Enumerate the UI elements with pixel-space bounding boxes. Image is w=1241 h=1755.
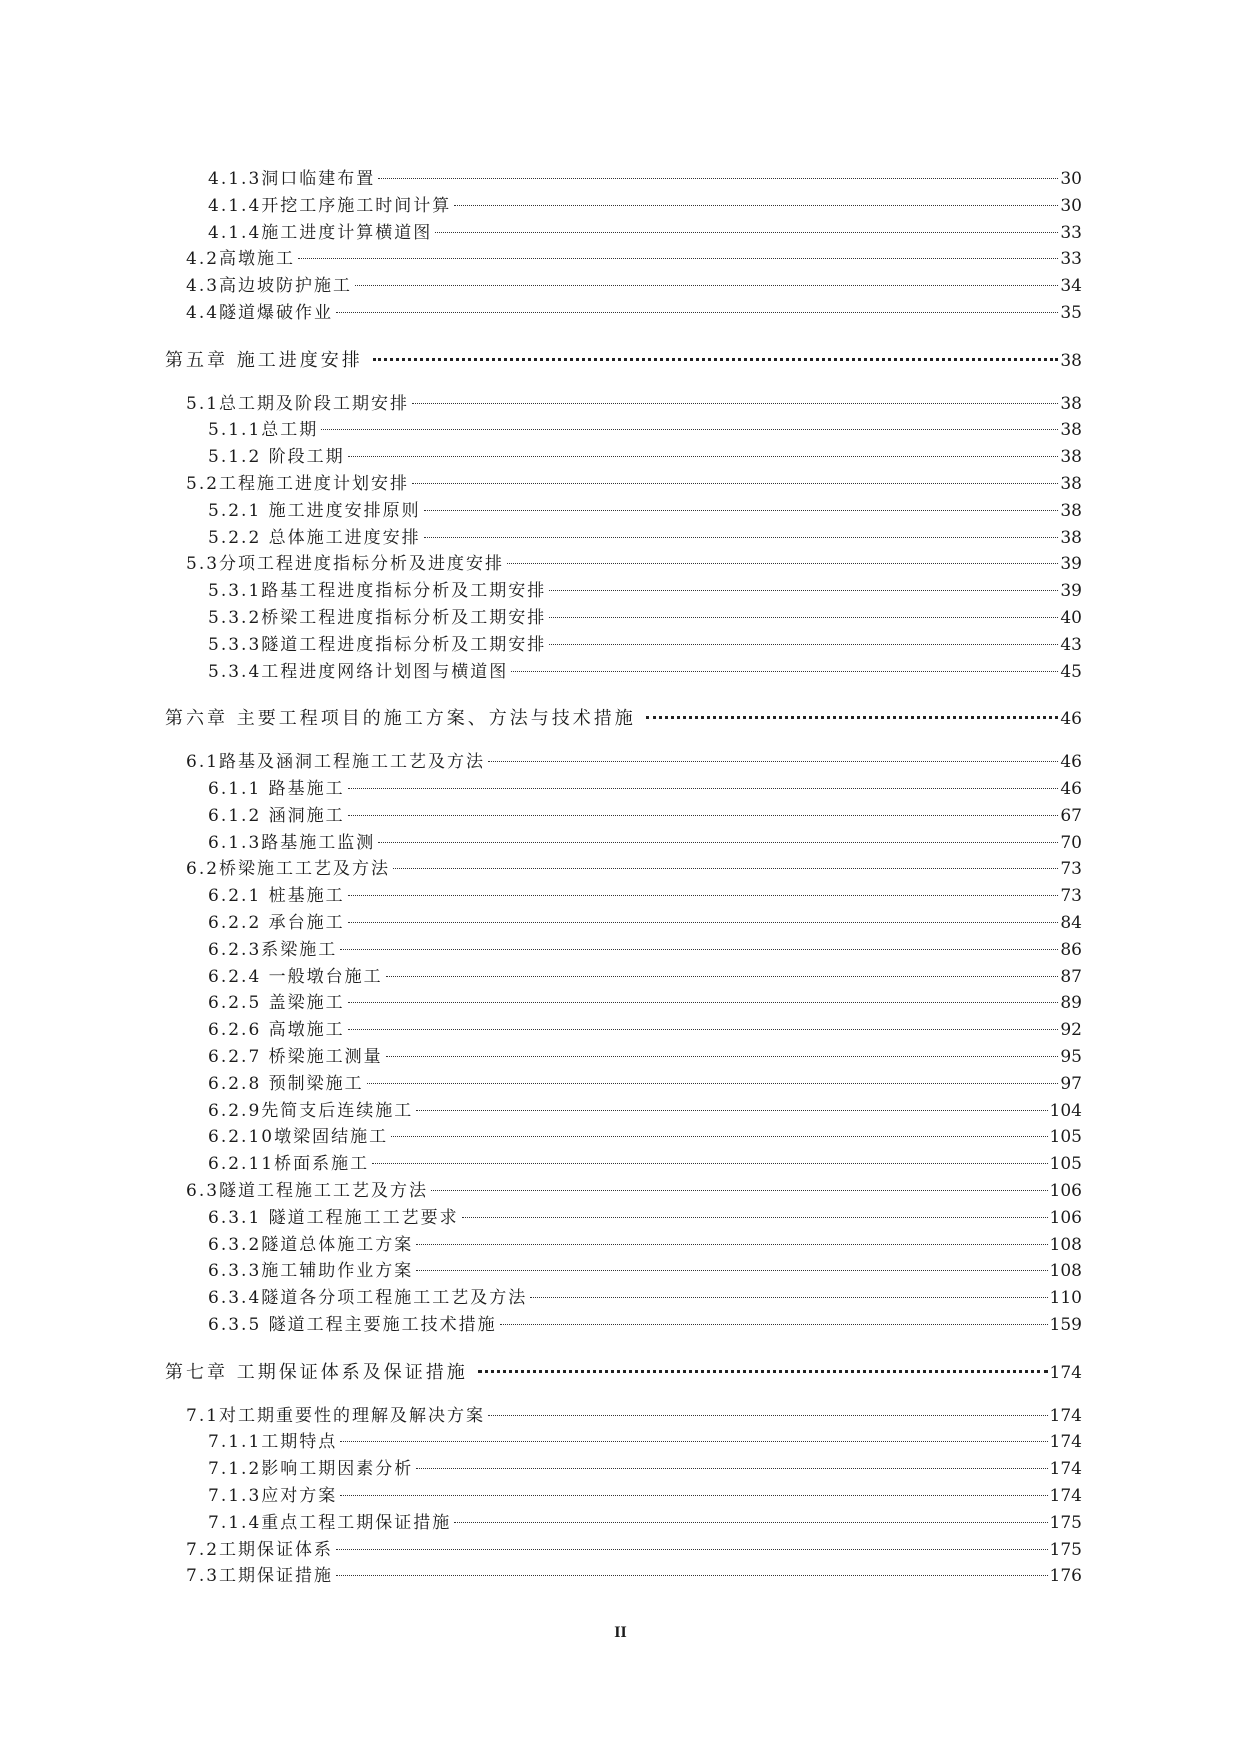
toc-entry[interactable] xyxy=(186,392,1082,416)
dot-leader xyxy=(348,922,1059,923)
dot-leader xyxy=(416,1468,1047,1469)
toc-entry-label: 6.3.4隧道各分项工程施工工艺及方法 xyxy=(208,1288,528,1308)
toc-entry-label: 5.2.2 总体施工进度安排 xyxy=(208,528,421,548)
page-number: II xyxy=(614,1624,627,1641)
toc-entry[interactable] xyxy=(186,1179,1082,1203)
toc-entry-page-number: 33 xyxy=(1060,249,1082,269)
toc-entry[interactable] xyxy=(208,633,1082,657)
toc-entry[interactable] xyxy=(208,884,1082,908)
toc-entry-page-number: 174 xyxy=(1049,1406,1082,1426)
toc-entry-label: 4.1.3洞口临建布置 xyxy=(208,169,376,189)
toc-entry-label: 7.1.1工期特点 xyxy=(208,1432,338,1452)
dot-leader xyxy=(372,1163,1047,1164)
toc-entry-label: 6.3.3施工辅助作业方案 xyxy=(208,1261,414,1281)
toc-entry[interactable] xyxy=(208,1286,1082,1310)
toc-entry-page-number: 67 xyxy=(1060,806,1082,826)
toc-entry-label: 4.1.4施工进度计算横道图 xyxy=(208,223,433,243)
toc-entry-label: 6.2桥梁施工工艺及方法 xyxy=(186,859,391,879)
toc-entry-page-number: 105 xyxy=(1049,1154,1082,1174)
toc-entry-label: 6.2.9先简支后连续施工 xyxy=(208,1101,414,1121)
toc-entry[interactable] xyxy=(208,1125,1082,1149)
toc-entry[interactable] xyxy=(208,221,1082,245)
toc-entry-page-number: 106 xyxy=(1049,1208,1082,1228)
toc-entry-label: 7.3工期保证措施 xyxy=(186,1566,334,1586)
toc-entry[interactable] xyxy=(186,472,1082,496)
toc-entry-page-number: 175 xyxy=(1049,1540,1082,1560)
toc-entry-page-number: 174 xyxy=(1049,1363,1082,1383)
toc-entry[interactable] xyxy=(186,1404,1082,1428)
toc-entry-page-number: 70 xyxy=(1060,833,1082,853)
dot-leader xyxy=(435,232,1058,233)
toc-entry[interactable] xyxy=(208,1233,1082,1257)
toc-entry-label: 4.4隧道爆破作业 xyxy=(186,303,334,323)
toc-entry[interactable] xyxy=(208,1430,1082,1454)
toc-entry[interactable] xyxy=(208,1206,1082,1230)
toc-entry[interactable] xyxy=(208,1484,1082,1508)
dot-leader xyxy=(348,1002,1059,1003)
toc-entry-page-number: 35 xyxy=(1060,303,1082,323)
toc-entry-label: 5.3.4工程进度网络计划图与横道图 xyxy=(208,662,509,682)
toc-entry[interactable] xyxy=(208,660,1082,684)
toc-entry[interactable] xyxy=(208,1072,1082,1096)
toc-entry-page-number: 34 xyxy=(1060,276,1082,296)
toc-entry[interactable] xyxy=(208,579,1082,603)
dot-leader xyxy=(348,788,1059,789)
toc-entry-page-number: 73 xyxy=(1060,859,1082,879)
toc-entry-page-number: 108 xyxy=(1049,1235,1082,1255)
dot-leader xyxy=(416,1110,1047,1111)
toc-entry[interactable] xyxy=(186,301,1082,325)
toc-entry[interactable] xyxy=(208,445,1082,469)
toc-entry-page-number: 174 xyxy=(1049,1486,1082,1506)
toc-entry-label: 7.1.2影响工期因素分析 xyxy=(208,1459,414,1479)
toc-entry[interactable] xyxy=(208,526,1082,550)
toc-entry-page-number: 38 xyxy=(1060,528,1082,548)
toc-entry-page-number: 87 xyxy=(1060,967,1082,987)
toc-entry[interactable] xyxy=(208,1313,1082,1337)
dot-leader xyxy=(424,537,1059,538)
toc-entry-label: 6.3.1 隧道工程施工工艺要求 xyxy=(208,1208,459,1228)
toc-entry[interactable] xyxy=(208,167,1082,191)
toc-entry-page-number: 45 xyxy=(1060,662,1082,682)
dot-leader xyxy=(373,358,1059,361)
toc-entry-page-number: 97 xyxy=(1060,1074,1082,1094)
toc-entry-label: 5.1总工期及阶段工期安排 xyxy=(186,394,410,414)
toc-entry-label: 7.2工期保证体系 xyxy=(186,1540,334,1560)
toc-entry-label: 6.1.2 涵洞施工 xyxy=(208,806,345,826)
dot-leader xyxy=(378,178,1058,179)
toc-entry-label: 6.2.5 盖梁施工 xyxy=(208,993,345,1013)
dot-leader xyxy=(393,868,1058,869)
toc-entry[interactable] xyxy=(186,750,1082,774)
dot-leader xyxy=(348,456,1059,457)
dot-leader xyxy=(549,644,1058,645)
dot-leader xyxy=(378,842,1058,843)
dot-leader xyxy=(348,1029,1059,1030)
toc-entry-label: 7.1.4重点工程工期保证措施 xyxy=(208,1513,452,1533)
dot-leader xyxy=(549,590,1058,591)
toc-entry[interactable] xyxy=(208,194,1082,218)
toc-chapter-entry[interactable] xyxy=(165,1361,1082,1385)
toc-entry-label: 5.3分项工程进度指标分析及进度安排 xyxy=(186,554,505,574)
toc-entry[interactable] xyxy=(208,1152,1082,1176)
dot-leader xyxy=(511,671,1058,672)
toc-entry[interactable] xyxy=(186,247,1082,271)
toc-entry-page-number: 38 xyxy=(1060,420,1082,440)
toc-chapter-entry[interactable] xyxy=(165,707,1082,731)
toc-entry-label: 6.2.2 承台施工 xyxy=(208,913,345,933)
dot-leader xyxy=(646,716,1059,719)
toc-entry-label: 6.2.6 高墩施工 xyxy=(208,1020,345,1040)
toc-entry-page-number: 46 xyxy=(1060,709,1082,729)
toc-entry-page-number: 30 xyxy=(1060,169,1082,189)
toc-entry-page-number: 84 xyxy=(1060,913,1082,933)
dot-leader xyxy=(416,1244,1047,1245)
dot-leader xyxy=(488,761,1058,762)
dot-leader xyxy=(488,1415,1048,1416)
toc-entry-page-number: 38 xyxy=(1060,394,1082,414)
toc-entry[interactable] xyxy=(186,1564,1082,1588)
toc-entry[interactable] xyxy=(208,606,1082,630)
toc-entry-label: 6.1.1 路基施工 xyxy=(208,779,345,799)
toc-entry-label: 第六章 主要工程项目的施工方案、方法与技术措施 xyxy=(165,708,636,729)
toc-entry-page-number: 33 xyxy=(1060,223,1082,243)
toc-entry[interactable] xyxy=(208,804,1082,828)
dot-leader xyxy=(321,429,1058,430)
toc-entry-page-number: 108 xyxy=(1049,1261,1082,1281)
toc-entry-page-number: 40 xyxy=(1060,608,1082,628)
toc-entry-label: 4.1.4开挖工序施工时间计算 xyxy=(208,196,452,216)
dot-leader xyxy=(348,815,1059,816)
toc-entry-label: 7.1.3应对方案 xyxy=(208,1486,338,1506)
toc-entry-label: 5.3.3隧道工程进度指标分析及工期安排 xyxy=(208,635,547,655)
dot-leader xyxy=(340,949,1058,950)
toc-entry-page-number: 104 xyxy=(1049,1101,1082,1121)
toc-entry-page-number: 43 xyxy=(1060,635,1082,655)
toc-entry-page-number: 110 xyxy=(1049,1288,1082,1308)
toc-entry-label: 5.3.1路基工程进度指标分析及工期安排 xyxy=(208,581,547,601)
toc-entry-page-number: 38 xyxy=(1060,501,1082,521)
dot-leader xyxy=(424,510,1059,511)
toc-entry-page-number: 89 xyxy=(1060,993,1082,1013)
toc-entry-label: 第五章 施工进度安排 xyxy=(165,350,363,371)
dot-leader xyxy=(462,1217,1048,1218)
toc-entry-label: 6.2.7 桥梁施工测量 xyxy=(208,1047,383,1067)
dot-leader xyxy=(340,1441,1047,1442)
toc-entry[interactable] xyxy=(208,965,1082,989)
toc-entry-page-number: 46 xyxy=(1060,752,1082,772)
toc-entry[interactable] xyxy=(208,991,1082,1015)
toc-entry-label: 6.2.3系梁施工 xyxy=(208,940,338,960)
toc-entry[interactable] xyxy=(186,857,1082,881)
toc-entry[interactable] xyxy=(208,1099,1082,1123)
toc-entry-label: 6.1路基及涵洞工程施工工艺及方法 xyxy=(186,752,486,772)
dot-leader xyxy=(412,483,1058,484)
toc-entry-page-number: 30 xyxy=(1060,196,1082,216)
toc-entry-page-number: 106 xyxy=(1049,1181,1082,1201)
toc-entry-page-number: 38 xyxy=(1060,447,1082,467)
toc-entry-page-number: 92 xyxy=(1060,1020,1082,1040)
dot-leader xyxy=(336,1549,1048,1550)
toc-entry-page-number: 86 xyxy=(1060,940,1082,960)
toc-entry[interactable] xyxy=(208,938,1082,962)
toc-entry-page-number: 105 xyxy=(1049,1127,1082,1147)
toc-entry[interactable] xyxy=(186,552,1082,576)
dot-leader xyxy=(298,258,1058,259)
toc-entry-page-number: 95 xyxy=(1060,1047,1082,1067)
dot-leader xyxy=(454,205,1058,206)
toc-entry-page-number: 39 xyxy=(1060,554,1082,574)
toc-entry[interactable] xyxy=(208,1045,1082,1069)
dot-leader xyxy=(412,403,1058,404)
dot-leader xyxy=(507,563,1058,564)
toc-entry[interactable] xyxy=(208,911,1082,935)
toc-entry-page-number: 174 xyxy=(1049,1459,1082,1479)
toc-entry-page-number: 46 xyxy=(1060,779,1082,799)
dot-leader xyxy=(416,1270,1047,1271)
toc-entry-page-number: 38 xyxy=(1060,474,1082,494)
toc-entry[interactable] xyxy=(208,418,1082,442)
dot-leader xyxy=(336,1575,1048,1576)
toc-entry[interactable] xyxy=(208,1259,1082,1283)
dot-leader xyxy=(500,1324,1048,1325)
dot-leader xyxy=(367,1083,1059,1084)
toc-entry-label: 4.3高边坡防护施工 xyxy=(186,276,353,296)
toc-entry-page-number: 159 xyxy=(1049,1315,1082,1335)
toc-entry-label: 6.2.4 一般墩台施工 xyxy=(208,967,383,987)
dot-leader xyxy=(340,1495,1047,1496)
toc-entry-page-number: 38 xyxy=(1060,351,1082,371)
toc-entry-label: 5.2工程施工进度计划安排 xyxy=(186,474,410,494)
toc-entry[interactable] xyxy=(208,831,1082,855)
toc-entry[interactable] xyxy=(208,777,1082,801)
toc-entry-label: 6.3.2隧道总体施工方案 xyxy=(208,1235,414,1255)
dot-leader xyxy=(431,1190,1048,1191)
dot-leader xyxy=(549,617,1058,618)
toc-entry-page-number: 176 xyxy=(1049,1566,1082,1586)
dot-leader xyxy=(336,312,1058,313)
toc-chapter-entry[interactable] xyxy=(165,349,1082,373)
toc-entry-label: 6.2.11桥面系施工 xyxy=(208,1154,370,1174)
toc-entry[interactable] xyxy=(186,274,1082,298)
toc-entry-label: 6.2.1 桩基施工 xyxy=(208,886,345,906)
toc-entry[interactable] xyxy=(208,1018,1082,1042)
toc-entry-label: 5.3.2桥梁工程进度指标分析及工期安排 xyxy=(208,608,547,628)
toc-entry-label: 7.1对工期重要性的理解及解决方案 xyxy=(186,1406,486,1426)
toc-entry-label: 4.2高墩施工 xyxy=(186,249,296,269)
dot-leader xyxy=(386,1056,1059,1057)
toc-entry-label: 5.1.2 阶段工期 xyxy=(208,447,345,467)
toc-entry[interactable] xyxy=(208,1457,1082,1481)
toc-entry-page-number: 73 xyxy=(1060,886,1082,906)
dot-leader xyxy=(348,895,1059,896)
toc-entry-label: 5.2.1 施工进度安排原则 xyxy=(208,501,421,521)
dot-leader xyxy=(454,1522,1047,1523)
toc-entry-label: 6.2.8 预制梁施工 xyxy=(208,1074,364,1094)
toc-entry[interactable] xyxy=(208,1511,1082,1535)
toc-entry-page-number: 174 xyxy=(1049,1432,1082,1452)
toc-entry-label: 第七章 工期保证体系及保证措施 xyxy=(165,1362,468,1383)
toc-entry-label: 5.1.1总工期 xyxy=(208,420,319,440)
toc-entry-label: 6.1.3路基施工监测 xyxy=(208,833,376,853)
toc-entry-page-number: 39 xyxy=(1060,581,1082,601)
toc-entry[interactable] xyxy=(186,1538,1082,1562)
dot-leader xyxy=(478,1370,1048,1373)
toc-entry-label: 6.3隧道工程施工工艺及方法 xyxy=(186,1181,429,1201)
toc-entry-page-number: 175 xyxy=(1049,1513,1082,1533)
dot-leader xyxy=(530,1297,1047,1298)
dot-leader xyxy=(355,285,1058,286)
toc-entry-label: 6.3.5 隧道工程主要施工技术措施 xyxy=(208,1315,497,1335)
dot-leader xyxy=(391,1136,1047,1137)
toc-entry[interactable] xyxy=(208,499,1082,523)
dot-leader xyxy=(386,976,1059,977)
toc-entry-label: 6.2.10墩梁固结施工 xyxy=(208,1127,389,1147)
